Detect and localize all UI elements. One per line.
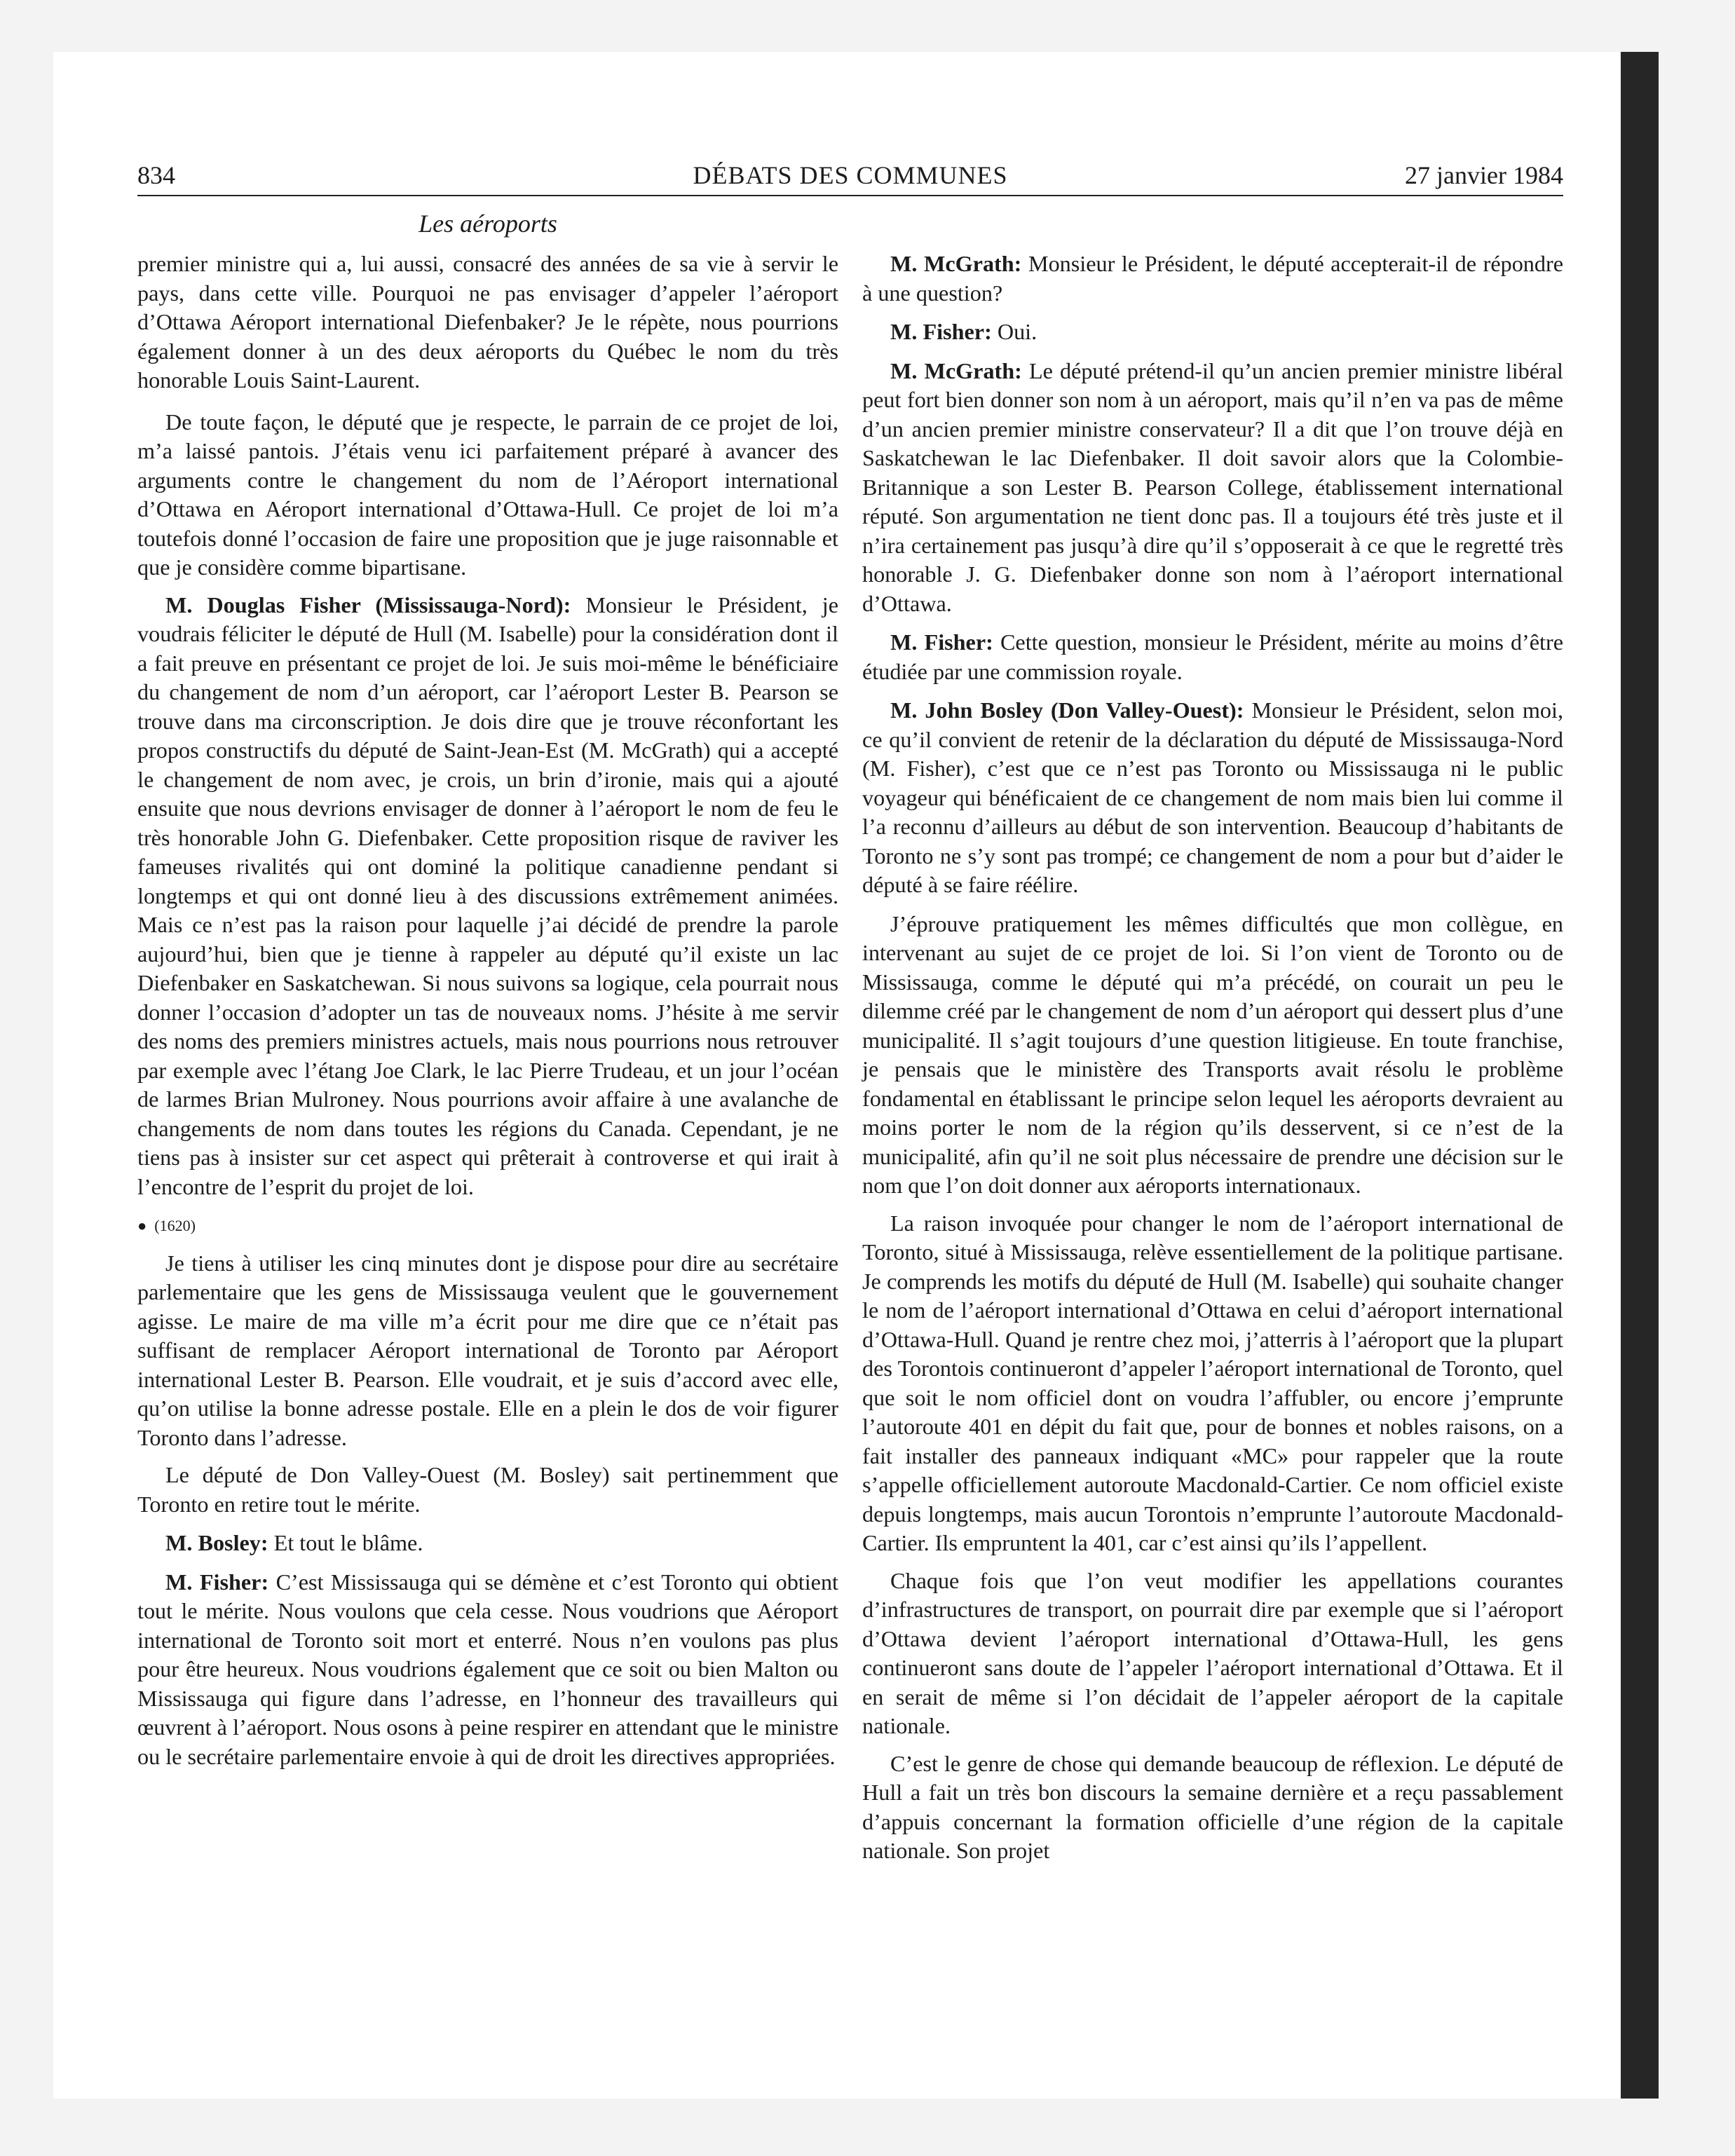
time-stamp-text: (1620) — [154, 1217, 196, 1234]
paragraph: Chaque fois que l’on veut modifier les appellations courantes d’infrastructures de transport, on pourrait dire par exemple que si l’aéroport d’Ottawa devient l’aéroport international d’Ottawa-Hull, les gens continueront sans doute de l’appeler l’aéroport international d’Ottawa. Et il en serait de même si l’on décidait de l’appeler aéroport de la capitale nationale. — [862, 1567, 1563, 1738]
bullet-icon: ● — [137, 1217, 147, 1234]
speech-text: Et tout le blâme. — [268, 1530, 423, 1555]
right-column — [862, 250, 1563, 1874]
speaker-name: M. Fisher: — [165, 1569, 269, 1595]
speech-text: Monsieur le Président, le député accepterait-il de répondre à une question? — [862, 251, 1563, 306]
speech-text: Monsieur le Président, selon moi, ce qu’il convient de retenir de la déclaration du député de Mississauga-Nord (M. Fisher), c’est que ce n’est pas Toronto ou Mississauga ni le public voyageur qui bénéficaient de ce changement de nom mais bien lui comme il l’a reconnu d’ailleurs au début de son intervention. Beaucoup d’habitants de Toronto ne s’y sont pas trompé; ce changement de nom a pour but d’aider le député à se faire réélire. — [862, 697, 1563, 897]
speech-paragraph — [862, 628, 1563, 686]
page-header — [137, 161, 1563, 196]
paragraph: De toute façon, le député que je respecte, le parrain de ce projet de loi, m’a laissé pantois. J’étais venu ici parfaitement préparé à avancer des arguments contre le changement du nom de l’Aéroport international d’Ottawa en Aéroport international d’Ottawa-Hull. Ce projet de loi m’a toutefois donné l’occasion de faire une proposition que je juge raisonnable et que je considère comme bipartisane. — [137, 409, 838, 580]
paragraph: premier ministre qui a, lui aussi, consacré des années de sa vie à servir le pays, dans cette ville. Pourquoi ne pas envisager d’appeler l’aéroport d’Ottawa Aéroport international Diefenbaker? Je le répète, nous pourrions également donner à un des deux aéroports du Québec le nom du très honorable Louis Saint-Laurent. — [137, 251, 838, 393]
speaker-name: M. Fisher: — [890, 319, 992, 344]
speech-paragraph — [137, 591, 838, 1202]
speaker-name: M. Bosley: — [165, 1530, 268, 1555]
section-title: Les aéroports — [419, 210, 557, 238]
speech-paragraph — [862, 696, 1563, 900]
paragraph: Je tiens à utiliser les cinq minutes dont je dispose pour dire au secrétaire parlementaire que les gens de Mississauga veulent que le gouvernement agisse. Le maire de ma ville m’a écrit pour me dire que ce n’était pas suffisant de remplacer Aéroport international de Toronto par Aéroport international Lester B. Pearson. Elle voudrait, et je suis d’accord avec elle, qu’on utilise la bonne adresse postale. Elle en a plein le dos de voir figurer Toronto dans l’adresse. — [137, 1250, 838, 1450]
speech-paragraph — [137, 1568, 838, 1772]
speaker-name: M. McGrath: — [890, 251, 1022, 276]
speaker-name: M. McGrath: — [890, 357, 1022, 383]
speech-paragraph — [862, 318, 1563, 347]
paragraph: La raison invoquée pour changer le nom de l’aéroport international de Toronto, situé à Mississauga, relève essentiellement de la politique partisane. Je comprends les motifs du député de Hull (M. Isabelle) qui souhaite changer le nom de l’aéroport international d’Ottawa en celui d’aéroport international d’Ottawa-Hull. Quand je rentre chez moi, j’atterris à l’aéroport que la plupart des Torontois continueront d’appeler l’aéroport international de Toronto, quel que soit le nom officiel dont on voudra l’affubler, ou encore j’emprunte l’autoroute 401 en dépit du fait que, pour de bonnes et nobles raisons, on a fait installer des panneaux indiquant «MC» pour rappeler que la route s’appelle officiellement autoroute Macdonald-Cartier. Ce nom officiel existe depuis longtemps, mais aucun Torontois n’emprunte l’autoroute Macdonald-Cartier. Ils empruntent la 401, car c’est ainsi qu’ils l’appellent. — [862, 1210, 1563, 1555]
time-stamp — [137, 1211, 838, 1241]
speech-text: Monsieur le Président, je voudrais féliciter le député de Hull (M. Isabelle) pour la considération dont il a fait preuve en présentant ce projet de loi. Je suis moi-même le bénéficiaire du changement de nom d’un aéroport, car l’aéroport Lester B. Pearson se trouve dans ma circonscription. Je dois dire que je trouve réconfortant les propos constructifs du député de Saint-Jean-Est (M. McGrath) qui a accepté le changement de nom avec, je crois, un brin d’ironie, mais qui a ajouté ensuite que nous devrions envisager de donner à l’aéroport le nom de feu le très honorable John G. Diefenbaker. Cette proposition risque de raviver les fameuses rivalités qui ont dominé la politique canadienne pendant si longtemps et qui ont donné lieu à des discussions extrêmement animées. Mais ce n’est pas la raison pour laquelle j’ai décidé de prendre la parole aujourd’hui, bien que je tienne à rappeler au député qu’il existe un lac Diefenbaker en Saskatchewan. Si nous suivons sa logique, cela pourrait nous donner l’occasion d’adopter un tas de nouveaux noms. J’hésite à me servir des noms des premiers ministres actuels, mais nous pourrions nous retrouver par exemple avec l’étang Joe Clark, le lac Pierre Trudeau, et un jour l’océan de larmes Brian Mulroney. Nous pourrions avoir affaire à une avalanche de changements de nom dans toutes les régions du Canada. Cependant, je ne tiens pas à insister sur cet aspect qui prêterait à controverse et qui irait à l’encontre de l’esprit du projet de loi. — [137, 592, 838, 1199]
speech-text: Cette question, monsieur le Président, mérite au moins d’être étudiée par une commission royale. — [862, 629, 1563, 684]
speech-paragraph — [137, 1529, 838, 1558]
paragraph: J’éprouve pratiquement les mêmes difficultés que mon collègue, en intervenant au sujet de ce projet de loi. Si l’on vient de Toronto ou de Mississauga, comme le député qui m’a précédé, on courait un peu le dilemme créé par le changement de nom d’un aéroport qui dessert plus d’une municipalité. Il s’agit toujours d’une question litigieuse. En toute franchise, je pensais que le ministère des Transports avait résolu le problème fondamental en établissant le principe selon lequel les aéroports devraient au moins porter le nom de la région qu’ils desservent, si ce n’est de la municipalité, afin qu’il ne soit plus nécessaire de prendre une décision sur le nom que l’on doit donner aux aéroports internationaux. — [862, 910, 1563, 1198]
speaker-name: M. Fisher: — [890, 629, 993, 655]
speech-text: C’est Mississauga qui se démène et c’est Toronto qui obtient tout le mérite. Nous voulons que cela cesse. Nous voudrions que Aéroport international de Toronto soit mort et enterré. Nous n’en voulons pas plus pour être heureux. Nous voudrions également que ce soit ou bien Malton ou Mississauga qui figure dans l’adresse, en l’honneur des travailleurs qui œuvrent à l’aéroport. Nous osons à peine respirer en attendant que le ministre ou le secrétaire parlementaire envoie à qui de droit les directives appropriées. — [137, 1569, 838, 1769]
speech-paragraph — [862, 357, 1563, 619]
speaker-name: M. Douglas Fisher (Mississauga-Nord): — [165, 592, 571, 618]
paragraph: Le député de Don Valley-Ouest (M. Bosley) sait pertinemment que Toronto en retire tout le mérite. — [137, 1462, 838, 1517]
page-number: 834 — [137, 161, 175, 189]
speech-text: Oui. — [991, 319, 1037, 344]
scan-edge — [1621, 52, 1659, 2099]
speech-paragraph — [862, 250, 1563, 308]
publication-title: DÉBATS DES COMMUNES — [693, 161, 1008, 189]
speech-text: Le député prétend-il qu’un ancien premier ministre libéral peut fort bien donner son nom à un aéroport, mais qu’il n’en va pas de même d’un ancien premier ministre conservateur? Il a dit que l’on trouve déjà en Saskatchewan le lac Diefenbaker. Il doit savoir alors que la Colombie-Britannique a son Lester B. Pearson College, établissement international réputé. Son argumentation ne tient donc pas. Il a toujours été très juste et il n’ira certainement pas jusqu’à dire qu’il s’opposerait à ce que le regretté très honorable J. G. Diefenbaker donne son nom à l’aéroport international d’Ottawa. — [862, 357, 1563, 616]
left-column — [137, 250, 838, 1780]
publication-date: 27 janvier 1984 — [1405, 161, 1563, 189]
speaker-name: M. John Bosley (Don Valley-Ouest): — [890, 697, 1244, 723]
paragraph: C’est le genre de chose qui demande beaucoup de réflexion. Le député de Hull a fait un très bon discours la semaine dernière et a reçu passablement d’appuis concernant la formation officielle d’une région de la capitale nationale. Son projet — [862, 1750, 1563, 1863]
